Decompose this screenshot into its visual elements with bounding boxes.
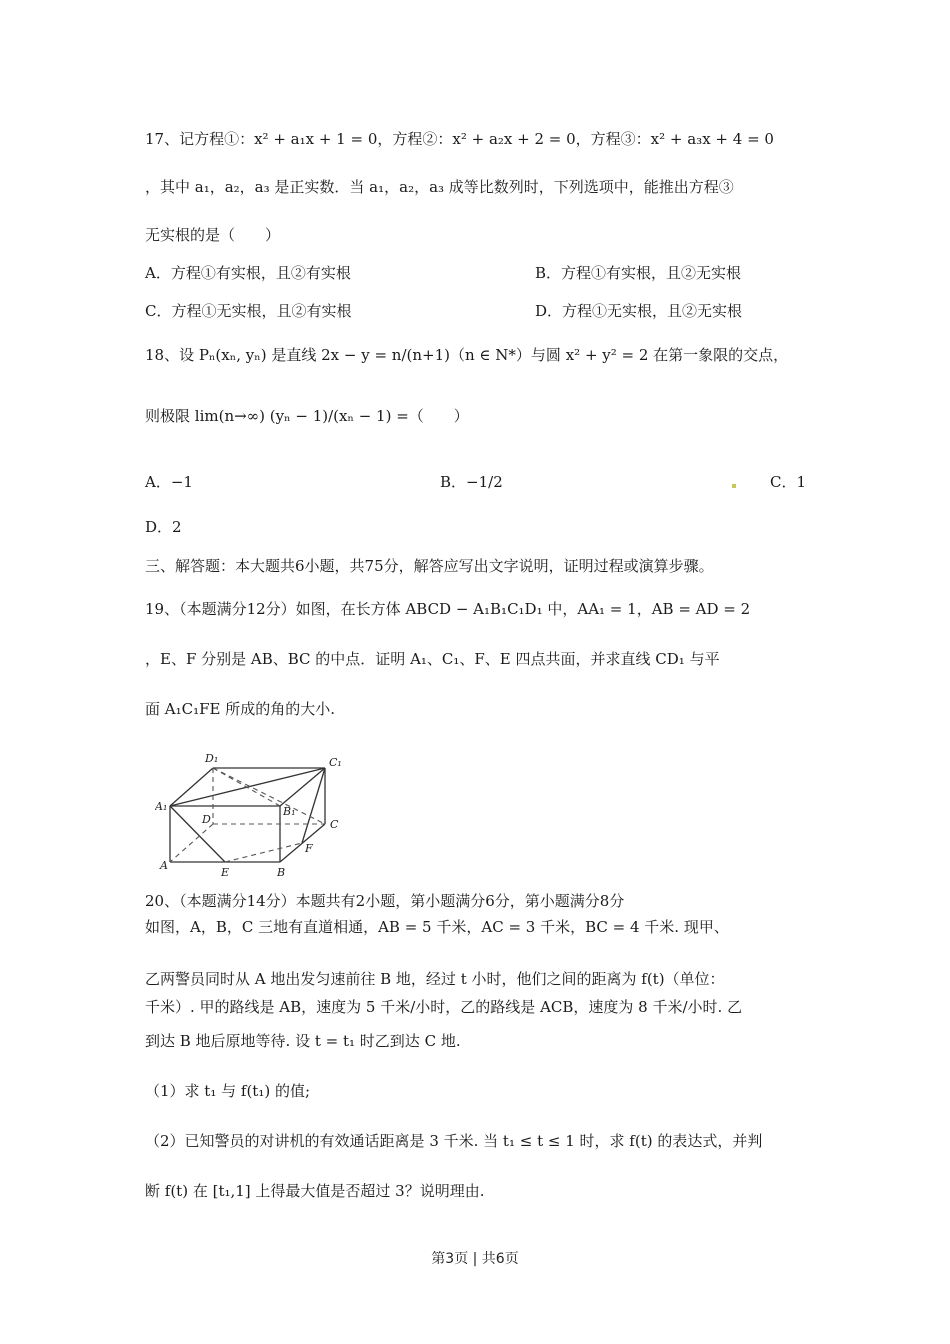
q19-stem-line2: ，E、F 分别是 AB、BC 的中点．证明 A₁、C₁、F、E 四点共面，并求直线 CD₁ 与平 (145, 650, 720, 668)
label-f: F (305, 842, 313, 855)
label-c: C (330, 818, 339, 831)
q20-subquestion-2a: （2）已知警员的对讲机的有效通话距离是 3 千米. 当 t₁ ≤ t ≤ 1 时，求 f(t) 的表达式，并判 (145, 1132, 763, 1150)
q20-stem-line3: 千米）. 甲的路线是 AB，速度为 5 千米/小时，乙的路线是 ACB，速度为 8 千米/小时. 乙 (145, 998, 743, 1016)
label-a: A (160, 859, 168, 872)
q18-stem-line1: 18、设 Pₙ(xₙ, yₙ) 是直线 2x − y = n/(n+1)（n ∈ N*）与圆 x² + y² = 2 在第一象限的交点， (145, 346, 789, 364)
q18-option-c: C．1 (770, 473, 807, 491)
section-heading: 三、解答题：本大题共6小题，共75分，解答应写出文字说明，证明过程或演算步骤。 (145, 557, 714, 575)
q18-option-d: D．2 (145, 518, 182, 536)
label-a1: A₁ (155, 800, 168, 813)
q17-option-b: B．方程①有实根，且②无实根 (535, 264, 742, 282)
q17-option-d: D．方程①无实根，且②无实根 (535, 302, 743, 320)
q17-stem-line1: 17、记方程①：x² + a₁x + 1 = 0，方程②：x² + a₂x + 2 = 0，方程③：x² + a₃x + 4 = 0 (145, 130, 774, 148)
q17-option-c: C．方程①无实根，且②有实根 (145, 302, 352, 320)
q18-option-a: A．−1 (145, 473, 193, 491)
q20-heading: 20、（本题满分14分）本题共有2小题，第小题满分6分，第小题满分8分 (145, 892, 625, 910)
q20-subquestion-1: （1）求 t₁ 与 f(t₁) 的值; (145, 1082, 311, 1100)
q18-option-b: B．−1/2 (440, 473, 503, 491)
label-b1: B₁ (283, 805, 296, 818)
q17-option-a: A．方程①有实根，且②有实根 (145, 264, 351, 282)
q20-stem-line2: 乙两警员同时从 A 地出发匀速前往 B 地，经过 t 小时，他们之间的距离为 f(t)（单位： (145, 970, 725, 988)
label-d: D (202, 813, 211, 826)
q19-stem-line1: 19、（本题满分12分）如图，在长方体 ABCD − A₁B₁C₁D₁ 中，AA₁ = 1，AB = AD = 2 (145, 600, 751, 618)
label-b: B (277, 866, 286, 879)
q20-stem-line1: 如图，A，B，C 三地有直道相通，AB = 5 千米，AC = 3 千米，BC = 4 千米. 现甲、 (145, 918, 729, 936)
label-c1: C₁ (329, 756, 342, 769)
scan-dot (732, 484, 736, 488)
label-e: E (221, 866, 230, 879)
q19-stem-line3: 面 A₁C₁FE 所成的角的大小. (145, 700, 335, 718)
q20-stem-line4: 到达 B 地后原地等待. 设 t = t₁ 时乙到达 C 地. (145, 1032, 461, 1050)
cuboid-figure (155, 752, 355, 880)
q18-stem-line2: 则极限 lim(n→∞) (yₙ − 1)/(xₙ − 1) =（ ） (145, 407, 469, 425)
page-footer: 第3页 | 共6页 (431, 1251, 519, 1267)
q20-subquestion-2b: 断 f(t) 在 [t₁,1] 上得最大值是否超过 3？说明理由. (145, 1182, 485, 1200)
q17-stem-line3: 无实根的是（ ） (145, 226, 281, 244)
q17-stem-line2: ，其中 a₁，a₂，a₃ 是正实数．当 a₁，a₂，a₃ 成等比数列时，下列选项中，能推出方程③ (145, 178, 734, 196)
label-d1: D₁ (205, 752, 219, 765)
